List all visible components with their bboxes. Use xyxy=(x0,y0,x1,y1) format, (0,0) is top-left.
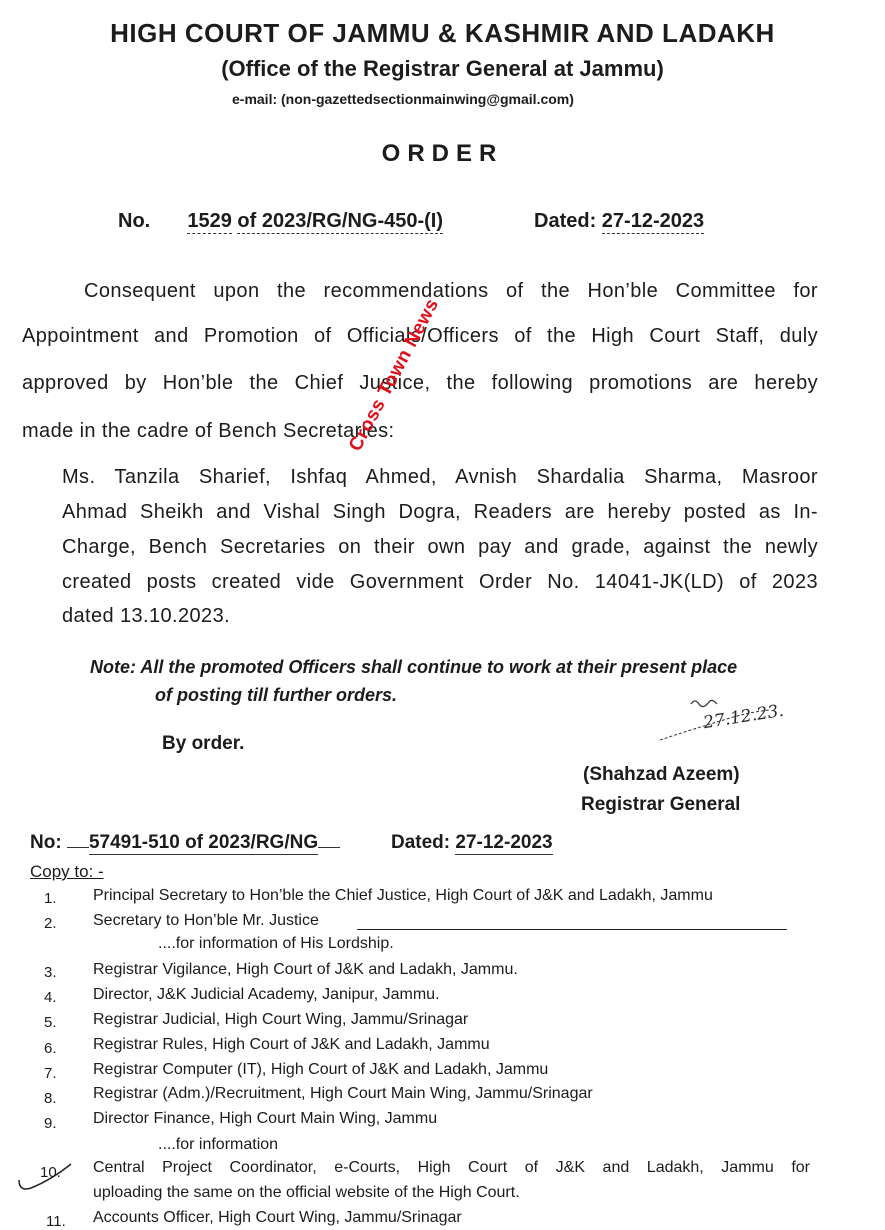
para2-line-4: created posts created vide Government Order No. 14041-JK(LD) of 2023 xyxy=(62,571,818,593)
copy-item-number: 6. xyxy=(44,1040,57,1057)
copy-item-continuation: ....for information of His Lordship. xyxy=(158,935,394,952)
blank-justice-line xyxy=(357,929,787,930)
copy-item: Registrar Computer (IT), High Court of J&K and Ladakh, Jammu xyxy=(93,1061,549,1078)
copy-item: Secretary to Hon’ble Mr. Justice xyxy=(93,912,319,929)
copy-item-number: 8. xyxy=(44,1090,57,1107)
copy-item-continuation: ....for information xyxy=(158,1136,279,1153)
copy-item-number: 7. xyxy=(44,1065,57,1082)
document-title: ORDER xyxy=(381,140,504,167)
para1-line-4: made in the cadre of Bench Secretaries: xyxy=(22,420,395,442)
para1-line-2: Appointment and Promotion of Officials/Officers of the High Court Staff, duly xyxy=(22,325,818,347)
order-number-suffix: of 2023/RG/NG-450-(I) xyxy=(237,210,444,232)
copy-item-number: 5. xyxy=(44,1014,57,1031)
copy-item: Principal Secretary to Hon’ble the Chief Justice, High Court of J&K and Ladakh, Jammu xyxy=(93,887,713,904)
copy-item: Registrar Vigilance, High Court of J&K and Ladakh, Jammu. xyxy=(93,961,518,978)
office-email: e-mail: (non-gazettedsectionmainwing@gmail.com) xyxy=(232,91,574,107)
para2-line-5: dated 13.10.2023. xyxy=(62,605,231,627)
copy-item-number: 3. xyxy=(44,964,57,981)
order-number: 1529 xyxy=(187,210,232,232)
office-name: (Office of the Registrar General at Jammu) xyxy=(221,56,664,81)
court-name: HIGH COURT OF JAMMU & KASHMIR AND LADAKH xyxy=(110,18,775,48)
note-line-2: of posting till further orders. xyxy=(155,685,397,705)
order-dated-label: Dated: xyxy=(534,210,597,232)
copy-item-number: 11. xyxy=(46,1213,66,1230)
order-date-line xyxy=(534,210,704,233)
copy-item-number: 9. xyxy=(44,1115,57,1132)
copy-item: Central Project Coordinator, e-Courts, High Court of J&K and Ladakh, Jammu for xyxy=(93,1159,810,1176)
endorsement-date-line xyxy=(391,832,553,854)
handwritten-date: 27.12.23. xyxy=(701,700,786,734)
para1-line-3: approved by Hon’ble the Chief Justice, the following promotions are hereby xyxy=(22,372,818,394)
watermark: Cross Town News xyxy=(345,295,444,455)
copy-to-label: Copy to: - xyxy=(30,862,104,881)
handwritten-tick-mark xyxy=(16,1160,76,1194)
endorsement-no-label: No: xyxy=(30,832,62,853)
note-line-1: Note: All the promoted Officers shall continue to work at their present place xyxy=(90,657,738,677)
endorsement-date: 27-12-2023 xyxy=(455,832,553,853)
copy-item: Registrar (Adm.)/Recruitment, High Court Main Wing, Jammu/Srinagar xyxy=(93,1085,593,1102)
para2-line-3: Charge, Bench Secretaries on their own pay and grade, against the newly xyxy=(62,536,818,558)
copy-item: Accounts Officer, High Court Wing, Jammu/Srinagar xyxy=(93,1209,462,1226)
para2-line-1: Ms. Tanzila Sharief, Ishfaq Ahmed, Avnish Shardalia Sharma, Masroor xyxy=(62,466,818,488)
copy-item-number: 4. xyxy=(44,989,57,1006)
copy-item-number: 1. xyxy=(44,890,57,907)
order-no-label: No. xyxy=(118,210,151,232)
para2-line-2: Ahmad Sheikh and Vishal Singh Dogra, Readers are hereby posted as In- xyxy=(62,501,818,523)
copy-item: Director, J&K Judicial Academy, Janipur, Jammu. xyxy=(93,986,440,1003)
copy-item: Director Finance, High Court Main Wing, Jammu xyxy=(93,1110,438,1127)
copy-item: Registrar Rules, High Court of J&K and Ladakh, Jammu xyxy=(93,1036,490,1053)
by-order: By order. xyxy=(162,733,245,754)
copy-item: Registrar Judicial, High Court Wing, Jammu/Srinagar xyxy=(93,1011,469,1028)
order-date: 27-12-2023 xyxy=(601,210,705,232)
order-number-line xyxy=(118,210,443,233)
copy-item-number: 10. xyxy=(40,1164,61,1181)
copy-item-number: 2. xyxy=(44,915,57,932)
copy-item-continuation: uploading the same on the official website of the High Court. xyxy=(93,1184,520,1201)
endorsement-dated-label: Dated: xyxy=(391,832,451,853)
endorsement-line xyxy=(30,832,340,854)
signatory-designation: Registrar General xyxy=(581,794,741,815)
para1-line-1: Consequent upon the recommendations of the Hon’ble Committee for xyxy=(84,280,818,302)
signatory-name: (Shahzad Azeem) xyxy=(583,764,740,785)
endorsement-number: 57491-510 of 2023/RG/NG xyxy=(88,832,319,853)
